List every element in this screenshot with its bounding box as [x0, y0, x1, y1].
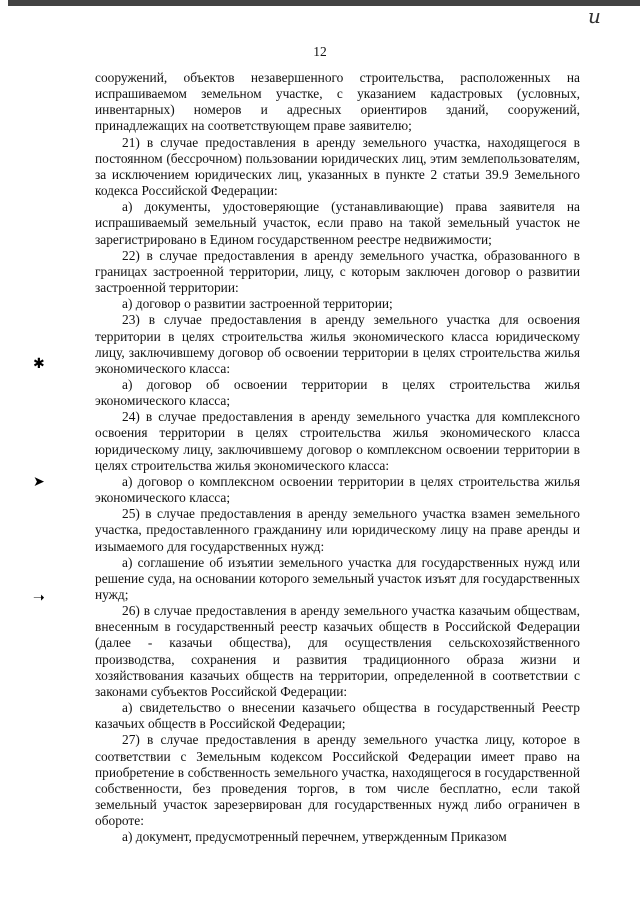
paragraph: а) договор об освоении территории в целях строительства жилья экономического класса; [95, 376, 580, 409]
page-number: 12 [313, 44, 327, 59]
paragraph: а) документ, предусмотренный перечнем, утвержденным Приказом [122, 829, 507, 845]
paragraph: а) документы, удостоверяющие (устанавливающие) права заявителя на испрашиваемый земельный участок, если право на такой земельный участок не зарегистрировано в Едином государственном реестре недвижимости; [95, 199, 580, 247]
paragraph: 25) в случае предоставления в аренду земельного участка взамен земельного участка, предоставленного гражданину или юридическому лицу на праве аренды и изымаемого для государственных нужд: [95, 506, 580, 554]
document-body [95, 70, 580, 846]
scan-mark: ✱ [33, 357, 45, 372]
handwritten-mark: u [588, 4, 601, 28]
paragraph: 23) в случае предоставления в аренду земельного участка для освоения территории в целях строительства жилья экономического класса юридическому лицу, заключившему договор об освоении территории в целях строительства жилья экономического класса: [95, 312, 580, 376]
paragraph: 24) в случае предоставления в аренду земельного участка для комплексного освоения территории в целях строительства жилья экономического класса юридическому лицу, заключившему договор о комплексном освоении территории в целях строительства жилья экономического класса: [95, 409, 580, 473]
paragraph: 22) в случае предоставления в аренду земельного участка, образованного в границах застроенной территории, лицу, с которым заключен договор о развитии застроенной территории: [95, 247, 580, 296]
paragraph: сооружений, объектов незавершенного строительства, расположенных на испрашиваемом земельном участке, с указанием кадастровых (условных, инвентарных) номеров и адресных ориентиров зданий, сооружений, принадлежащих на соответствующем праве заявителю; [95, 70, 580, 134]
paragraph: а) свидетельство о внесении казачьего общества в государственный Реестр казачьих обществ в Российской Федерации; [95, 700, 580, 732]
scan-mark: ➝ [33, 591, 45, 606]
paragraph: а) договор о развитии застроенной территории; [122, 296, 393, 312]
paragraph: а) соглашение об изъятии земельного участка для государственных нужд или решение суда, на основании которого земельный участок изъят для государственных нужд; [95, 554, 580, 602]
scan-mark: ➤ [33, 475, 45, 490]
paragraph: 26) в случае предоставления в аренду земельного участка казачьим обществам, внесенным в государственный реестр казачьих обществ в Российской Федерации (далее - казачьи общества), для осуществления сельскохозяйственного производства, сохранения и развития традиционного образа жизни и хозяйствования казачьих обществ на территории, определенной в соответствии с законами субъектов Российской Федерации: [95, 603, 580, 699]
paragraph: 21) в случае предоставления в аренду земельного участка, находящегося в постоянном (бессрочном) пользовании юридических лиц, этим землепользователям, за исключением юридических лиц, указанных в пункте 2 статьи 39.9 Земельного кодекса Российской Федерации: [95, 134, 580, 199]
paragraph: а) договор о комплексном освоении территории в целях строительства жилья экономического класса; [95, 473, 580, 506]
paragraph: 27) в случае предоставления в аренду земельного участка лицу, которое в соответствии с Земельным кодексом Российской Федерации имеет право на приобретение в собственность земельного участка, находящегося в государственной собственности, без проведения торгов, в том числе бесплатно, если такой земельный участок зарезервирован для государственных нужд либо ограничен в обороте: [95, 732, 580, 829]
scan-top-edge [8, 0, 640, 6]
